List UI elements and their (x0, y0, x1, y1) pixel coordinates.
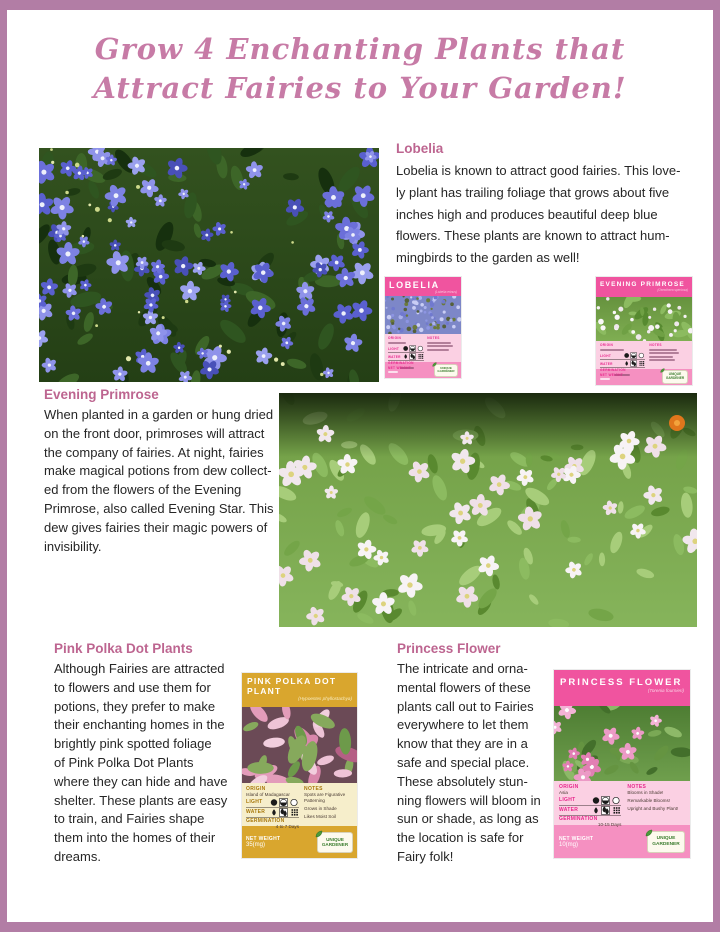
ppd-packet-title-line1: PINK POLKA DOT (247, 676, 337, 686)
evening-primrose-paragraph: When planted in a garden or hung dried on the front door, primroses will attract the company of fairies. At night, fairies make magical potions from dew collect- ed from the flowers of the Evening Primrose, also called Evening Star. This dew gives fairies their magic powers of invisibility. (44, 407, 274, 554)
pf-packet-title: PRINCESS FLOWER (560, 677, 683, 688)
ppd-germination-value: 4 to 7 Days (275, 823, 300, 829)
ppd-light-label: LIGHT (246, 799, 263, 806)
ppd-germination-label: GERMINATION (246, 817, 285, 824)
ep-light-label: LIGHT (600, 353, 612, 358)
princess-flower-paragraph: The intricate and orna- mental flowers of these plants call out to Fairies everywhere to let them know that they are in a safe and special place. These absolutely stun- ning flowers will bloom in sun or shade, as long as the location is safe for Fairy folk! (397, 661, 541, 864)
pink-polka-dot-seed-packet (242, 673, 357, 858)
page-title (7, 30, 713, 108)
ep-water-label: WATER (600, 361, 613, 366)
ppd-origin-label: ORIGIN (246, 786, 266, 792)
light-level-icons (591, 796, 621, 805)
unique-gardener-logo: UNIQUE GARDENER (317, 832, 353, 853)
lobelia-packet-title: LOBELIA (389, 280, 440, 290)
ppd-packet-photo (242, 707, 357, 783)
pink-polka-dot-heading: Pink Polka Dot Plants (54, 641, 193, 656)
ppd-net-weight-label: NET WEIGHT (246, 836, 281, 842)
lobelia-paragraph: Lobelia is known to attract good fairies. This love- ly plant has trailing foliage that grows about five inches high and produces beautiful deep blue flowers. These plants are known to attract hum- mingbirds to the garden as well! (396, 163, 681, 266)
light-level-icons (623, 352, 645, 359)
ep-packet-photo (596, 297, 692, 341)
pf-water-label: WATER (559, 807, 579, 814)
lobelia-notes-label: NOTES (427, 336, 440, 340)
section-evening-primrose (44, 387, 279, 556)
leaf-icon (645, 829, 653, 837)
ep-germination-label: GERMINATION (600, 368, 626, 372)
ppd-packet-title-line2: PLANT (247, 685, 282, 696)
lobelia-germination-label: GERMINATION (388, 361, 414, 365)
evening-primrose-seed-packet (596, 277, 692, 385)
water-level-icons (402, 353, 424, 360)
ppd-net-weight-value: 35(mg) (246, 842, 266, 848)
water-level-icons (269, 808, 299, 817)
pf-germination-label: GERMINATION (559, 815, 598, 822)
lobelia-seed-packet (385, 277, 461, 378)
ep-origin-label: ORIGIN (600, 343, 614, 347)
page-title-line2: Attract Fairies to Your Garden! (93, 71, 627, 105)
pf-light-label: LIGHT (559, 797, 576, 804)
unique-gardener-logo: UNIQUE GARDENER (647, 831, 685, 853)
light-level-icons (402, 345, 424, 352)
pf-net-weight-value: 10(mg) (559, 841, 579, 848)
ppd-notes-list: Spots are Figurative Patterning Grows in Shade Likes Moist Soil (304, 792, 346, 819)
ppd-water-label: WATER (246, 809, 266, 816)
evening-primrose-garden-photo (279, 393, 697, 627)
ep-notes-label: NOTES (649, 343, 662, 347)
lobelia-net-weight-label: NET WEIGHT (388, 365, 412, 370)
water-level-icons (591, 806, 621, 815)
light-level-icons (269, 798, 299, 807)
section-lobelia (396, 141, 696, 269)
pf-packet-subtitle: (Torenia fournieri) (647, 688, 684, 693)
ep-packet-subtitle: (Oenothera speciosa) (657, 288, 688, 292)
ep-net-weight-label: NET WEIGHT (600, 372, 624, 377)
section-princess-flower (397, 641, 549, 867)
princess-flower-heading: Princess Flower (397, 641, 501, 656)
ep-packet-title: EVENING PRIMROSE (600, 281, 685, 288)
pf-origin-label: ORIGIN (559, 784, 579, 790)
pink-polka-dot-paragraph: Although Fairies are attracted to flowers and use them for potions, they prefer to make their enchanting homes in the brightly pink spotted foliage of Pink Polka Dot Plants where they can hide and have shelter. These plants are easy to train, and Fairies shape them into the homes of their dreams. (54, 661, 228, 864)
pf-packet-photo (554, 706, 690, 781)
lobelia-light-label: LIGHT (388, 346, 400, 351)
princess-flower-seed-packet (554, 670, 690, 858)
page-title-line1: Grow 4 Enchanting Plants that (94, 32, 626, 66)
leaf-icon (432, 362, 437, 367)
lobelia-origin-label: ORIGIN (388, 336, 402, 340)
lobelia-garden-photo (39, 148, 379, 382)
lobelia-packet-photo (385, 296, 461, 334)
lobelia-water-label: WATER (388, 354, 401, 359)
pf-net-weight-label: NET WEIGHT (559, 835, 594, 842)
ppd-origin-value: Island of Madagascar (246, 792, 290, 797)
leaf-icon (315, 830, 323, 838)
section-pink-polka-dot (54, 641, 239, 867)
ppd-packet-subtitle: (Hypoestes phyllostachya) (298, 696, 352, 701)
lobelia-packet-subtitle: (Lobelia erinus) (435, 290, 457, 294)
ppd-notes-label: NOTES (304, 786, 323, 792)
pf-origin-value: Asia (559, 790, 568, 795)
orange-flower (669, 415, 685, 431)
pf-notes-list: Blooms in Shade! Remarkable Blooms! Upright and Bushy Plant! (627, 790, 679, 812)
unique-gardener-logo: UNIQUE GARDENER (434, 364, 458, 377)
pf-germination-value: 10-15 Days (597, 821, 622, 827)
leaf-icon (660, 368, 665, 373)
lobelia-heading: Lobelia (396, 141, 444, 156)
unique-gardener-logo: UNIQUE GARDENER (662, 370, 688, 384)
pf-notes-label: NOTES (627, 784, 647, 790)
evening-primrose-heading: Evening Primrose (44, 387, 159, 402)
water-level-icons (623, 360, 645, 367)
